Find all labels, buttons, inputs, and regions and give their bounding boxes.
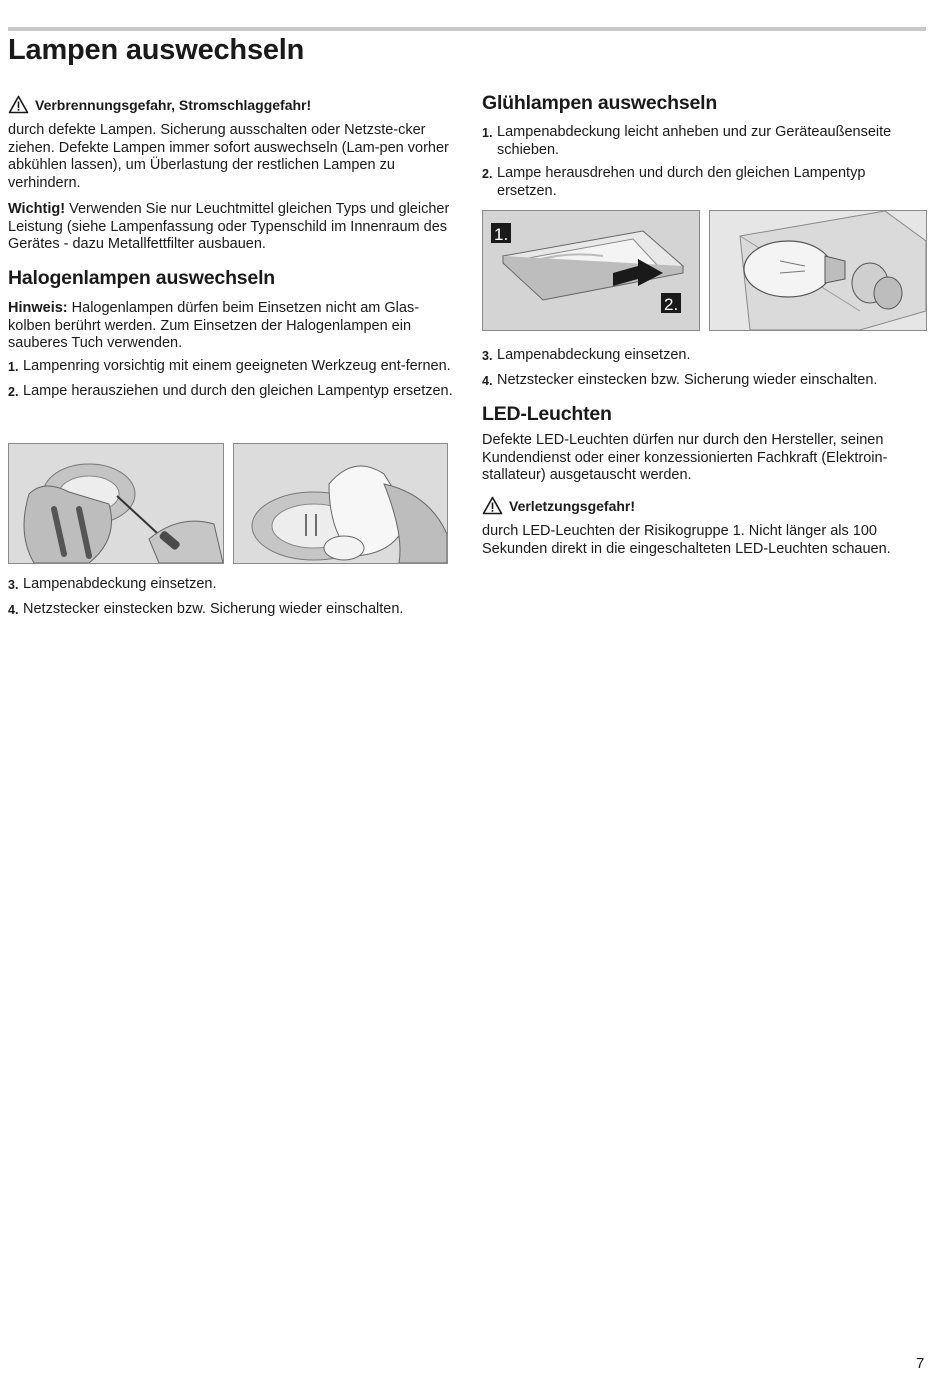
important-label: Wichtig!: [8, 201, 66, 217]
warning-text: durch LED-Leuchten der Risikogruppe 1. Nicht länger als 100 Sekunden direkt in die eingeschalteten LED-Leuchten schauen.: [482, 523, 891, 557]
warning-text: durch defekte Lampen. Sicherung ausschalten oder Netzste-cker ziehen. Defekte Lampen immer sofort auswechseln (Lam-pen vorher abkühlen lassen), um Überlastung der restlichen Lampen zu verhindern.: [8, 122, 449, 191]
bulb-steps-first: [482, 124, 927, 200]
bulb-unscrew-illustration: [709, 210, 927, 331]
figure-number-label: 2.: [664, 295, 679, 314]
halogen-ring-removal-illustration: [8, 443, 224, 564]
warning-title: Verbrennungsgefahr, Stromschlaggefahr!: [35, 96, 312, 113]
bulb-cover-slide-illustration: [482, 210, 700, 331]
halogen-steps-second: [8, 576, 458, 620]
warning-title: Verletzungsgefahr!: [509, 497, 636, 514]
figure-number-label: 1.: [494, 225, 509, 244]
led-text: Defekte LED-Leuchten dürfen nur durch den Hersteller, seinen Kundendienst oder einer konzessionierten Fachkraft (Elektroin-stallateur) ausgetauscht werden.: [482, 432, 888, 483]
important-text: Verwenden Sie nur Leuchtmittel gleichen Typs und gleicher Leistung (siehe Lampenfassung oder Typenschild im Innenraum des Gerätes - dazu Metallfettfilter ausbauen.: [8, 201, 450, 252]
list-item: 2. Lampe herausdrehen und durch den gleichen Lampentyp ersetzen.: [482, 165, 866, 199]
list-item: 3. Lampenabdeckung einsetzen.: [8, 576, 217, 592]
list-item: 4. Netzstecker einstecken bzw. Sicherung wieder einschalten.: [8, 601, 404, 617]
warning-heading: [482, 496, 927, 515]
bulb-steps-second: [482, 347, 927, 391]
halogen-lamp-insert-illustration: [233, 443, 448, 564]
page-title: Lampen auswechseln: [8, 34, 305, 66]
note-label: Hinweis:: [8, 300, 68, 316]
note-paragraph: [8, 300, 458, 353]
halogen-heading: Halogenlampen auswechseln: [8, 267, 276, 289]
halogen-steps-first: [8, 358, 458, 401]
bulb-heading: Glühlampen auswechseln: [482, 92, 718, 114]
warning-heading: [8, 95, 458, 114]
list-item: 3. Lampenabdeckung einsetzen.: [482, 347, 691, 363]
list-item: 1. Lampenabdeckung leicht anheben und zur Geräteaußenseite schieben.: [482, 124, 892, 158]
list-item: 1. Lampenring vorsichtig mit einem geeigneten Werkzeug ent-fernen.: [8, 358, 451, 374]
important-paragraph: [8, 201, 458, 254]
list-item: 4. Netzstecker einstecken bzw. Sicherung wieder einschalten.: [482, 372, 878, 388]
warning-triangle-icon: [482, 496, 503, 515]
page-number: 7: [916, 1355, 925, 1372]
list-item: 2. Lampe herausziehen und durch den gleichen Lampentyp ersetzen.: [8, 382, 453, 399]
warning-triangle-icon: [8, 95, 29, 114]
top-rule: [8, 27, 926, 31]
note-text: Halogenlampen dürfen beim Einsetzen nicht am Glas-kolben berührt werden. Zum Einsetzen der Halogenlampen ein sauberes Tuch verwenden.: [8, 300, 420, 351]
led-heading: LED-Leuchten: [482, 403, 612, 425]
